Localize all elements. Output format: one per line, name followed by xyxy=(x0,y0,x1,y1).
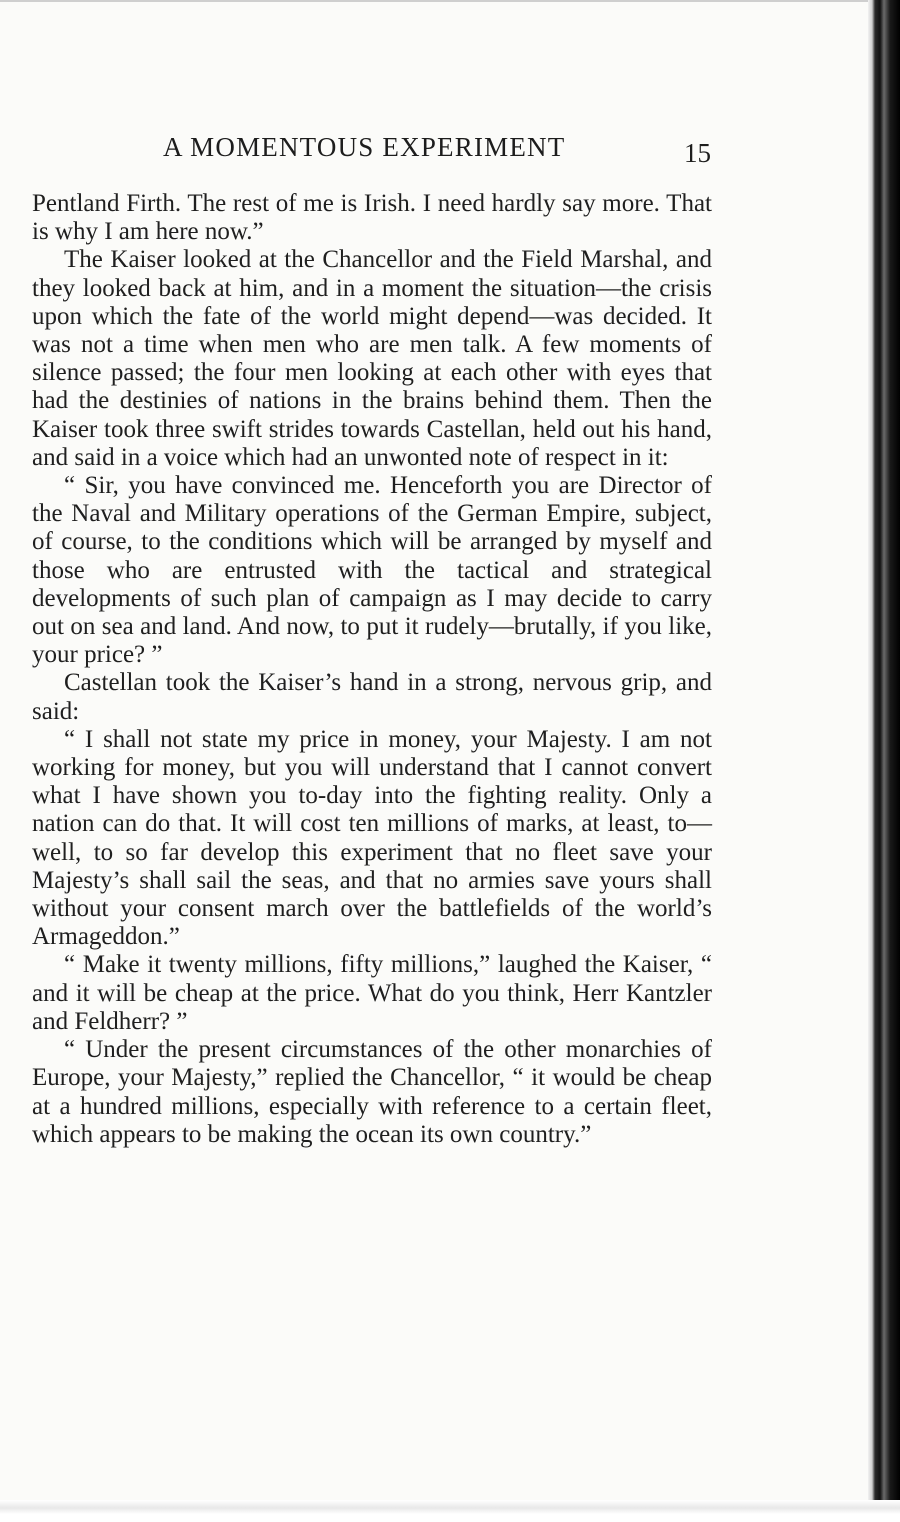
paragraph-kaiser-speech: “ Sir, you have convinced me. Henceforth you are Director of the Naval and Military operations of the German Empire, subject, of course, to the conditions which will be arranged by myself and those who are entrusted with the tactical and strategical developments of such plan of campaign as I may decide to carry out on sea and land. And now, to put it rudely—brutally, if you like, your price? ” xyxy=(32,472,712,669)
paragraph-castellan-price: “ I shall not state my price in money, your Majesty. I am not working for money, but you will understand that I cannot convert what I have shown you to-day into the fighting reality. Only a nation can do that. It will cost ten millions of marks, at least, to—well, to so far develop this experiment that no fleet save your Majesty’s shall sail the seas, and that no armies save yours shall without your consent march over the battlefields of the world’s Armageddon.” xyxy=(32,725,712,951)
paragraph-continuation: Pentland Firth. The rest of me is Irish. I need hardly say more. That is why I am here now.” xyxy=(32,190,712,246)
paragraph-kaiser-looked: The Kaiser looked at the Chancellor and the Field Marshal, and they looked back at him, and in a moment the situation—the crisis upon which the fate of the world might depend—was decided. It was not a time when men who are men talk. A few moments of silence passed; the four men looking at each other with eyes that had the destinies of nations in the brains behind them. Then the Kaiser took three swift strides towards Castellan, held out his hand, and said in a voice which had an unwonted note of respect in it: xyxy=(32,246,712,471)
paragraph-castellan-grip: Castellan took the Kaiser’s hand in a strong, nervous grip, and said: xyxy=(32,669,712,725)
running-header xyxy=(0,132,868,172)
body-text xyxy=(32,190,712,1149)
paragraph-chancellor-reply: “ Under the present circumstances of the other monarchies of Europe, your Majesty,” replied the Chancellor, “ it would be cheap at a hundred millions, especially with reference to a certain fleet, which appears to be making the ocean its own country.” xyxy=(32,1036,712,1148)
page-number: 15 xyxy=(684,138,711,168)
book-spine-edge xyxy=(868,0,900,1522)
running-title: A MOMENTOUS EXPERIMENT xyxy=(163,132,566,162)
paragraph-kaiser-laughs: “ Make it twenty millions, fifty millions,” laughed the Kaiser, “ and it will be cheap at the price. What do you think, Herr Kantzler and Feldherr? ” xyxy=(32,951,712,1035)
bottom-edge-shadow xyxy=(0,1500,900,1522)
